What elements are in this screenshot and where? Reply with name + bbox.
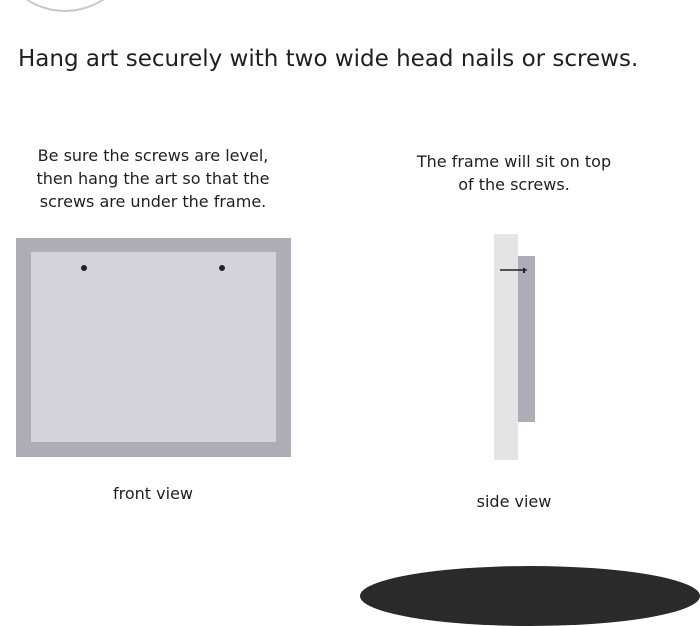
- front-view-caption: [20, 144, 286, 213]
- side-view-caption: [408, 150, 620, 196]
- side-screw-icon: [500, 268, 527, 271]
- front-view-label: front view: [113, 484, 193, 503]
- right-screw-icon: [219, 265, 225, 271]
- front-caption-line: Be sure the screws are level,: [37, 146, 269, 165]
- front-caption-line: then hang the art so that the: [36, 169, 270, 188]
- side-caption-line: of the screws.: [458, 175, 570, 194]
- front-view-canvas: [31, 252, 276, 442]
- side-view-label: side view: [476, 492, 552, 511]
- decorative-bottom-shape: [360, 566, 700, 626]
- decorative-circle: [0, 0, 140, 12]
- side-caption-line: The frame will sit on top: [416, 152, 612, 171]
- page-heading: Hang art securely with two wide head nails or screws.: [18, 46, 639, 72]
- left-screw-icon: [81, 265, 87, 271]
- side-view-frame: [518, 256, 535, 422]
- front-caption-line: screws are under the frame.: [39, 192, 267, 211]
